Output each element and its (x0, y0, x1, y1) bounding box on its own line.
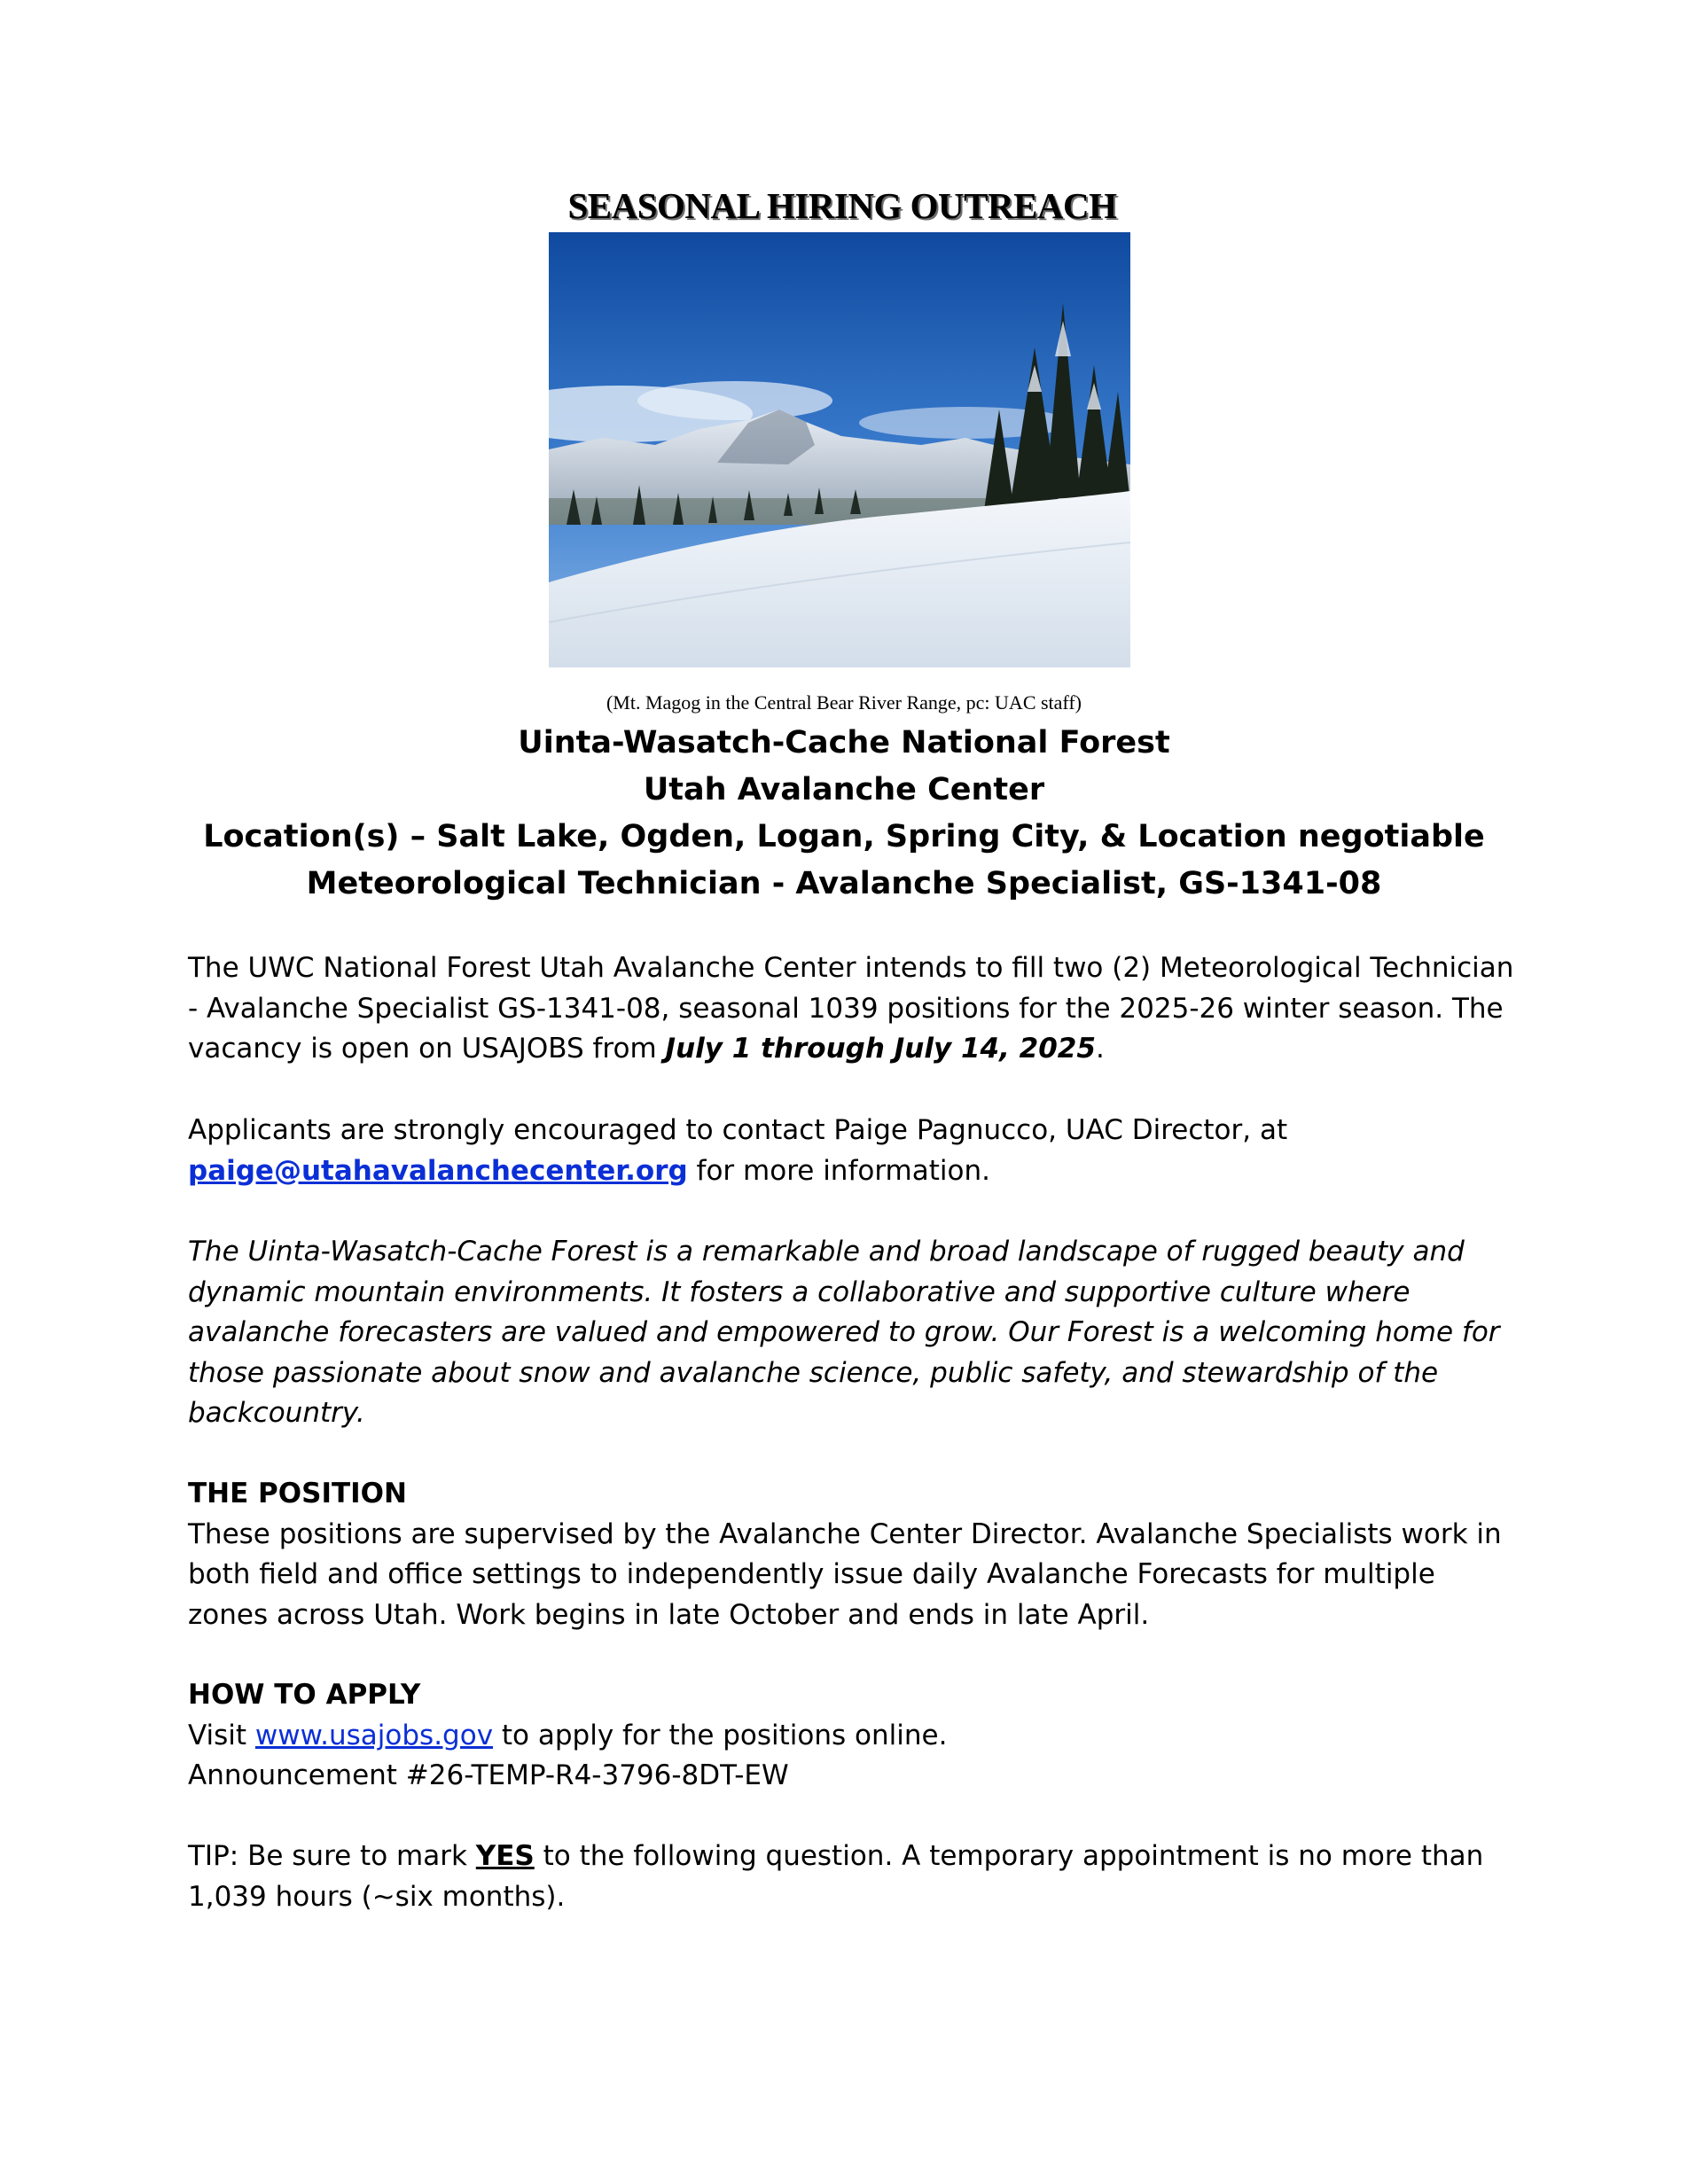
contact-paragraph (188, 1111, 1518, 1191)
announcement-number: Announcement #26-TEMP-R4-3796-8DT-EW (188, 1759, 789, 1791)
apply-section-heading: HOW TO APPLY (188, 1679, 421, 1711)
intro-end: . (1095, 1033, 1105, 1065)
contact-suffix: for more information. (687, 1154, 990, 1187)
position-section-heading: THE POSITION (188, 1478, 407, 1509)
open-dates: July 1 through July 14, 2025 (665, 1033, 1096, 1065)
position-section-text: These positions are supervised by the Avalanche Center Director. Avalanche Specialists work in both field and office settings to independently issue daily Avalanche Forecasts for multiple zones across Utah. Work begins in late October and ends in late April. (188, 1517, 1502, 1631)
photo-caption: (Mt. Magog in the Central Bear River Range, pc: UAC staff) (606, 691, 1082, 714)
position-title-heading: Meteorological Technician - Avalanche Specialist, GS-1341-08 (306, 866, 1382, 901)
mountain-photo (549, 232, 1130, 667)
forest-heading: Uinta-Wasatch-Cache National Forest (518, 725, 1170, 760)
position-section (188, 1474, 1518, 1635)
intro-paragraph (188, 948, 1518, 1070)
tip-prefix: TIP: Be sure to mark (188, 1840, 476, 1872)
usajobs-link[interactable]: www.usajobs.gov (254, 1719, 494, 1751)
tip-paragraph (188, 1837, 1518, 1917)
contact-text: Applicants are strongly encouraged to contact Paige Pagnucco, UAC Director, at (188, 1114, 1288, 1146)
page-title: SEASONAL HIRING OUTREACH (567, 185, 1117, 226)
visit-suffix: to apply for the positions online. (493, 1719, 948, 1751)
apply-section (188, 1675, 1518, 1797)
visit-prefix: Visit (188, 1719, 255, 1751)
heading-block (0, 720, 1688, 908)
center-heading: Utah Avalanche Center (643, 772, 1045, 807)
intro-text: The UWC National Forest Utah Avalanche Center intends to fill two (2) Meteorological Technician - Avalanche Specialist GS-1341-08, seasonal 1039 positions for the 2025-26 winter season. The vacancy is open on USAJOBS from (188, 952, 1514, 1065)
forest-description: The Uinta-Wasatch-Cache Forest is a remarkable and broad landscape of rugged beauty and dynamic mountain environments. It fosters a collaborative and supportive culture where avalanche forecasters are valued and empowered to grow. Our Forest is a welcoming home for those passionate about snow and avalanche science, public safety, and stewardship of the backcountry. (188, 1236, 1500, 1429)
tip-yes: YES (475, 1840, 535, 1872)
email-link[interactable]: paige@utahavalanchecenter.org (188, 1154, 688, 1187)
tip-suffix: to the following question. A temporary appointment is no more than 1,039 hours (~six months). (188, 1840, 1484, 1913)
locations-heading: Location(s) – Salt Lake, Ogden, Logan, Spring City, & Location negotiable (203, 819, 1485, 854)
